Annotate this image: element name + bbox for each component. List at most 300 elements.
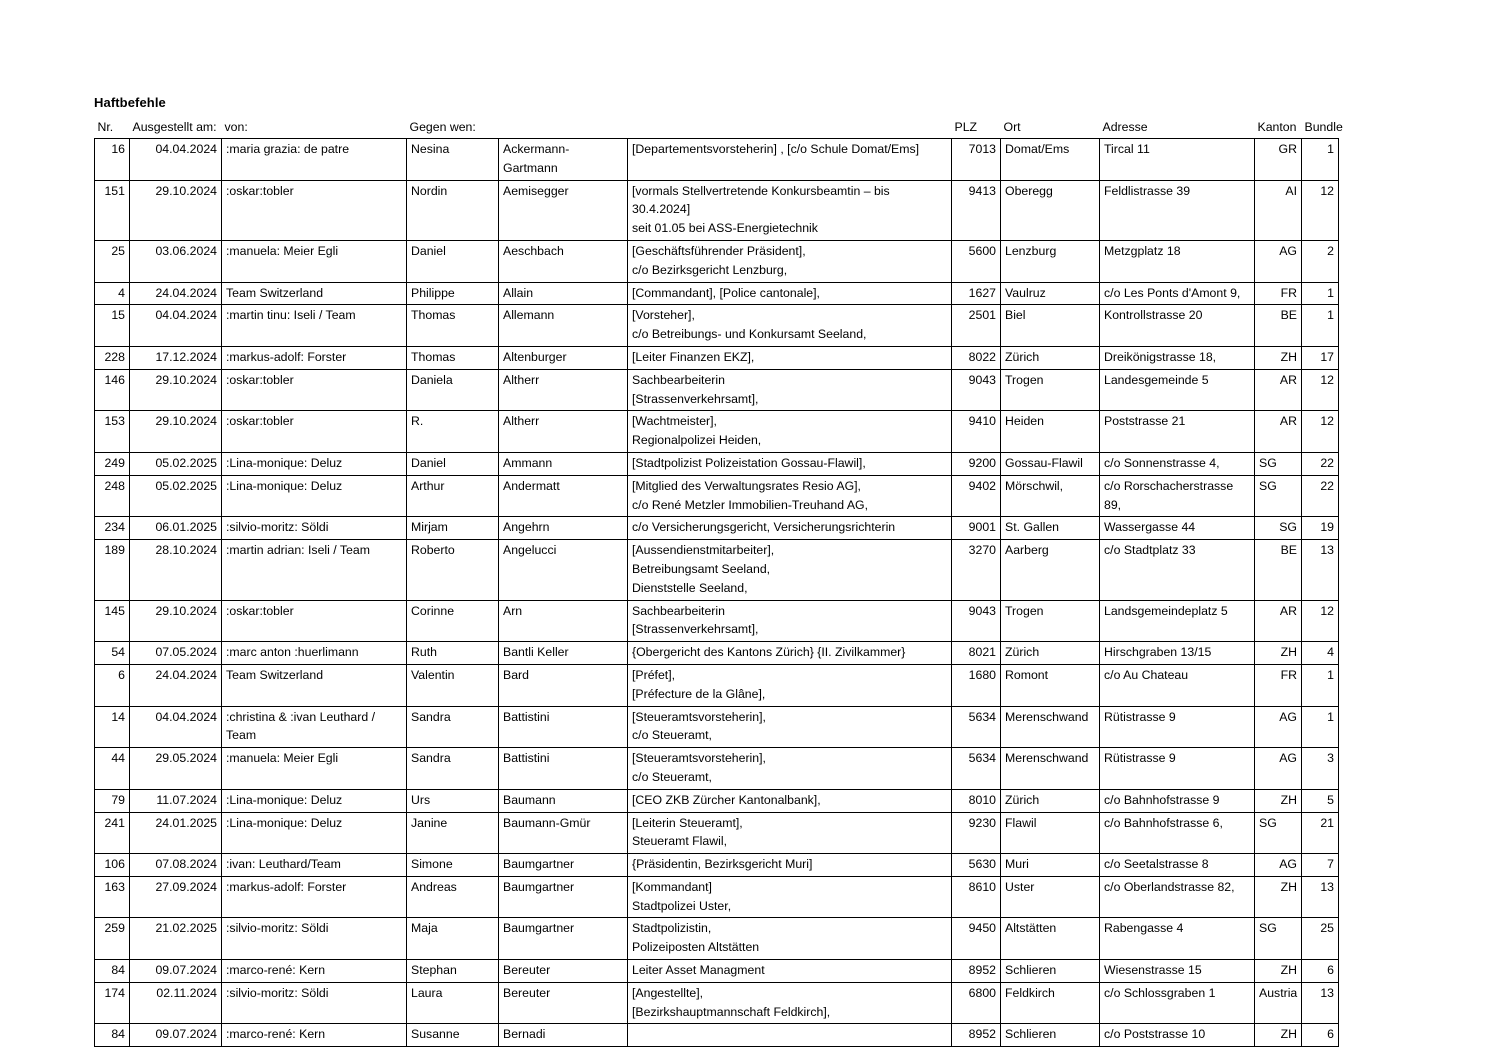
cell-last: Baumann: [499, 789, 628, 812]
cell-last: Baumgartner: [499, 876, 628, 918]
function-line: [CEO ZKB Zürcher Kantonalbank],: [632, 792, 821, 807]
cell-first: Mirjam: [407, 517, 499, 540]
cell-date: 17.12.2024: [130, 346, 222, 369]
cell-plz: 9450: [952, 918, 1001, 960]
function-line: [Departementsvorsteherin] , [c/o Schule Domat/Ems]: [632, 142, 920, 156]
cell-last: Bernadi: [499, 1024, 628, 1047]
cell-kanton: SG: [1255, 918, 1302, 960]
cell-von: :oskar:tobler: [222, 600, 407, 642]
cell-nr: 146: [95, 369, 130, 411]
function-line: [Leiterin Steueramt],: [632, 815, 743, 830]
cell-last: Angelucci: [499, 540, 628, 600]
cell-date: 21.02.2025: [130, 918, 222, 960]
cell-bundle: 6: [1302, 960, 1339, 983]
column-header-kanton: Kanton: [1257, 120, 1297, 134]
cell-ort: Uster: [1001, 876, 1100, 918]
cell-von: :Lina-monique: Deluz: [222, 452, 407, 475]
cell-bundle: 13: [1302, 540, 1339, 600]
cell-function: [628, 642, 952, 665]
column-header-function: [628, 119, 952, 139]
cell-nr: 228: [95, 346, 130, 369]
cell-adresse: c/o Schlossgraben 1: [1100, 982, 1255, 1024]
cell-adresse: Wassergasse 44: [1100, 517, 1255, 540]
table-row: [95, 960, 1339, 983]
cell-nr: 106: [95, 854, 130, 877]
cell-nr: 153: [95, 411, 130, 453]
column-header-adresse: Adresse: [1102, 120, 1148, 134]
cell-bundle: 5: [1302, 789, 1339, 812]
cell-date: 11.07.2024: [130, 789, 222, 812]
table-row: [95, 240, 1339, 282]
cell-kanton: AG: [1255, 748, 1302, 790]
cell-first: Sandra: [407, 706, 499, 748]
cell-plz: 8952: [952, 1024, 1001, 1047]
cell-nr: 163: [95, 876, 130, 918]
cell-date: 29.10.2024: [130, 600, 222, 642]
cell-von: Team Switzerland: [222, 664, 407, 706]
table-row: [95, 642, 1339, 665]
cell-ort: Oberegg: [1001, 180, 1100, 240]
cell-plz: 1627: [952, 282, 1001, 305]
cell-ort: Zürich: [1001, 789, 1100, 812]
cell-adresse: Metzgplatz 18: [1100, 240, 1255, 282]
cell-ort: Gossau-Flawil: [1001, 452, 1100, 475]
cell-von: :manuela: Meier Egli: [222, 748, 407, 790]
function-line: {Obergericht des Kantons Zürich} {II. Zivilkammer}: [632, 645, 906, 660]
cell-kanton: SG: [1255, 452, 1302, 475]
cell-von: :silvio-moritz: Söldi: [222, 982, 407, 1024]
column-header-gegen-wen: Gegen wen:: [409, 120, 476, 134]
column-header-lastname: [499, 119, 628, 139]
cell-first: Susanne: [407, 1024, 499, 1047]
cell-adresse: Hirschgraben 13/15: [1100, 642, 1255, 665]
cell-von: :Lina-monique: Deluz: [222, 475, 407, 517]
cell-function: [628, 706, 952, 748]
function-line: Sachbearbeiterin: [632, 603, 725, 618]
cell-kanton: ZH: [1255, 789, 1302, 812]
cell-plz: 6800: [952, 982, 1001, 1024]
cell-adresse: Poststrasse 21: [1100, 411, 1255, 453]
table-row: [95, 854, 1339, 877]
table-row: [95, 748, 1339, 790]
function-line: c/o Bezirksgericht Lenzburg,: [632, 262, 788, 277]
cell-ort: Trogen: [1001, 369, 1100, 411]
cell-adresse: Rabengasse 4: [1100, 918, 1255, 960]
cell-ort: Schlieren: [1001, 1024, 1100, 1047]
cell-function: [628, 475, 952, 517]
cell-kanton: AG: [1255, 706, 1302, 748]
cell-kanton: SG: [1255, 517, 1302, 540]
cell-first: Roberto: [407, 540, 499, 600]
cell-adresse: Wiesenstrasse 15: [1100, 960, 1255, 983]
cell-bundle: 21: [1302, 812, 1339, 854]
cell-bundle: 25: [1302, 918, 1339, 960]
function-line: [Bezirkshauptmannschaft Feldkirch],: [632, 1004, 831, 1019]
cell-kanton: AG: [1255, 240, 1302, 282]
cell-kanton: BE: [1255, 540, 1302, 600]
cell-ort: Merenschwand: [1001, 706, 1100, 748]
cell-date: 24.04.2024: [130, 282, 222, 305]
cell-function: [628, 812, 952, 854]
function-line: 30.4.2024]: [632, 202, 691, 217]
cell-date: 04.04.2024: [130, 706, 222, 748]
cell-kanton: ZH: [1255, 642, 1302, 665]
function-line: Dienststelle Seeland,: [632, 580, 748, 595]
cell-date: 03.06.2024: [130, 240, 222, 282]
cell-first: Daniel: [407, 240, 499, 282]
cell-nr: 174: [95, 982, 130, 1024]
function-line: c/o Steueramt,: [632, 769, 712, 784]
table-row: [95, 876, 1339, 918]
cell-kanton: AR: [1255, 411, 1302, 453]
cell-bundle: 1: [1302, 282, 1339, 305]
cell-nr: 4: [95, 282, 130, 305]
table-row: [95, 282, 1339, 305]
cell-von: :martin adrian: Iseli / Team: [222, 540, 407, 600]
cell-bundle: 12: [1302, 600, 1339, 642]
cell-ort: Schlieren: [1001, 960, 1100, 983]
cell-kanton: ZH: [1255, 346, 1302, 369]
cell-nr: 84: [95, 960, 130, 983]
cell-nr: 259: [95, 918, 130, 960]
cell-von: :christina & :ivan Leuthard / Team: [222, 706, 407, 748]
cell-nr: 241: [95, 812, 130, 854]
function-line: [Wachtmeister],: [632, 414, 717, 429]
function-line: c/o Steueramt,: [632, 728, 712, 743]
cell-nr: 14: [95, 706, 130, 748]
table-row: [95, 369, 1339, 411]
cell-function: [628, 600, 952, 642]
cell-ort: Vaulruz: [1001, 282, 1100, 305]
table-row: [95, 411, 1339, 453]
cell-bundle: 4: [1302, 642, 1339, 665]
cell-ort: St. Gallen: [1001, 517, 1100, 540]
function-line: Stadtpolizistin,: [632, 921, 712, 936]
function-line: [Stadtpolizist Polizeistation Gossau-Flawil],: [632, 455, 866, 470]
cell-nr: 44: [95, 748, 130, 790]
cell-kanton: AR: [1255, 600, 1302, 642]
cell-last: Angehrn: [499, 517, 628, 540]
cell-ort: Zürich: [1001, 346, 1100, 369]
cell-kanton: SG: [1255, 475, 1302, 517]
column-header-bundle: Bundle: [1304, 120, 1343, 134]
cell-bundle: 22: [1302, 475, 1339, 517]
cell-date: 28.10.2024: [130, 540, 222, 600]
cell-first: Simone: [407, 854, 499, 877]
table-row: [95, 452, 1339, 475]
cell-nr: 234: [95, 517, 130, 540]
cell-ort: Mörschwil,: [1001, 475, 1100, 517]
function-line: [Aussendienstmitarbeiter],: [632, 543, 775, 558]
table-row: [95, 812, 1339, 854]
cell-von: :markus-adolf: Forster: [222, 876, 407, 918]
table-row: [95, 517, 1339, 540]
cell-kanton: AG: [1255, 854, 1302, 877]
cell-ort: Aarberg: [1001, 540, 1100, 600]
cell-function: [628, 960, 952, 983]
cell-adresse: Rütistrasse 9: [1100, 748, 1255, 790]
cell-ort: Feldkirch: [1001, 982, 1100, 1024]
cell-plz: 5634: [952, 748, 1001, 790]
cell-nr: 25: [95, 240, 130, 282]
cell-adresse: c/o Poststrasse 10: [1100, 1024, 1255, 1047]
cell-function: [628, 282, 952, 305]
cell-von: :marco-rené: Kern: [222, 960, 407, 983]
cell-first: Urs: [407, 789, 499, 812]
cell-bundle: 12: [1302, 369, 1339, 411]
cell-ort: Heiden: [1001, 411, 1100, 453]
table-row: [95, 475, 1339, 517]
cell-last: Battistini: [499, 748, 628, 790]
cell-adresse: Kontrollstrasse 20: [1100, 305, 1255, 347]
cell-nr: 15: [95, 305, 130, 347]
cell-von: :silvio-moritz: Söldi: [222, 918, 407, 960]
cell-function: [628, 789, 952, 812]
cell-function: [628, 918, 952, 960]
cell-plz: 8610: [952, 876, 1001, 918]
cell-function: [628, 1024, 952, 1047]
cell-von: :oskar:tobler: [222, 369, 407, 411]
cell-ort: Flawil: [1001, 812, 1100, 854]
table-row: [95, 982, 1339, 1024]
cell-plz: 5600: [952, 240, 1001, 282]
cell-ort: Merenschwand: [1001, 748, 1100, 790]
cell-von: :silvio-moritz: Söldi: [222, 517, 407, 540]
function-line: [Commandant], [Police cantonale],: [632, 285, 820, 300]
function-line: Stadtpolizei Uster,: [632, 898, 732, 913]
function-line: [Steueramtsvorsteherin],: [632, 751, 766, 766]
cell-plz: 7013: [952, 139, 1001, 181]
cell-function: [628, 139, 952, 181]
cell-date: 07.05.2024: [130, 642, 222, 665]
cell-last: Bantli Keller: [499, 642, 628, 665]
header-row: [95, 119, 1339, 139]
cell-plz: 8022: [952, 346, 1001, 369]
cell-von: :markus-adolf: Forster: [222, 346, 407, 369]
cell-ort: Romont: [1001, 664, 1100, 706]
function-line: [Steueramtsvorsteherin],: [632, 709, 766, 724]
cell-von: :maria grazia: de patre: [222, 139, 407, 181]
cell-date: 04.04.2024: [130, 305, 222, 347]
cell-nr: 79: [95, 789, 130, 812]
cell-last: Aeschbach: [499, 240, 628, 282]
table-row: [95, 346, 1339, 369]
cell-von: :marco-rené: Kern: [222, 1024, 407, 1047]
cell-last: Ackermann-Gartmann: [499, 139, 628, 181]
function-line: [Préfecture de la Glâne],: [632, 686, 766, 701]
function-line: c/o Versicherungsgericht, Versicherungsrichterin: [632, 520, 896, 535]
table-header: [95, 119, 1343, 139]
function-line: Sachbearbeiterin: [632, 372, 725, 387]
function-line: [Angestellte],: [632, 985, 704, 1000]
cell-adresse: Dreikönigstrasse 18,: [1100, 346, 1255, 369]
cell-kanton: FR: [1255, 664, 1302, 706]
cell-nr: 189: [95, 540, 130, 600]
cell-bundle: 12: [1302, 411, 1339, 453]
function-line: [Mitglied des Verwaltungsrates Resio AG],: [632, 478, 861, 493]
cell-bundle: 22: [1302, 452, 1339, 475]
cell-adresse: Feldlistrasse 39: [1100, 180, 1255, 240]
cell-bundle: 1: [1302, 664, 1339, 706]
table-row: [95, 540, 1339, 600]
cell-nr: 249: [95, 452, 130, 475]
cell-bundle: 1: [1302, 706, 1339, 748]
cell-ort: Muri: [1001, 854, 1100, 877]
cell-last: Altherr: [499, 411, 628, 453]
table-row: [95, 180, 1339, 240]
cell-adresse: Rütistrasse 9: [1100, 706, 1255, 748]
function-line: Polizeiposten Altstätten: [632, 940, 760, 955]
cell-bundle: 7: [1302, 854, 1339, 877]
cell-function: [628, 982, 952, 1024]
cell-kanton: GR: [1255, 139, 1302, 181]
cell-last: Aemisegger: [499, 180, 628, 240]
cell-plz: 8010: [952, 789, 1001, 812]
cell-von: :oskar:tobler: [222, 180, 407, 240]
table-body: [95, 139, 1339, 1047]
cell-first: Thomas: [407, 305, 499, 347]
cell-nr: 151: [95, 180, 130, 240]
cell-function: [628, 346, 952, 369]
cell-date: 29.10.2024: [130, 411, 222, 453]
cell-first: Andreas: [407, 876, 499, 918]
cell-plz: 9410: [952, 411, 1001, 453]
cell-plz: 9402: [952, 475, 1001, 517]
cell-adresse: c/o Sonnenstrasse 4,: [1100, 452, 1255, 475]
cell-first: Daniel: [407, 452, 499, 475]
cell-plz: 9413: [952, 180, 1001, 240]
cell-first: Maja: [407, 918, 499, 960]
cell-kanton: SG: [1255, 812, 1302, 854]
cell-date: 05.02.2025: [130, 475, 222, 517]
function-line: {Präsidentin, Bezirksgericht Muri]: [632, 857, 813, 872]
cell-last: Arn: [499, 600, 628, 642]
cell-date: 02.11.2024: [130, 982, 222, 1024]
cell-von: :marc anton :huerlimann: [222, 642, 407, 665]
cell-first: Nesina: [407, 139, 499, 181]
column-header-plz: PLZ: [954, 120, 978, 134]
cell-date: 24.04.2024: [130, 664, 222, 706]
cell-nr: 54: [95, 642, 130, 665]
cell-date: 05.02.2025: [130, 452, 222, 475]
function-line: [Leiter Finanzen EKZ],: [632, 349, 755, 364]
cell-adresse: c/o Seetalstrasse 8: [1100, 854, 1255, 877]
cell-first: Corinne: [407, 600, 499, 642]
function-line: seit 01.05 bei ASS-Energietechnik: [632, 221, 818, 236]
cell-kanton: ZH: [1255, 876, 1302, 918]
cell-adresse: c/o Au Chateau: [1100, 664, 1255, 706]
cell-date: 09.07.2024: [130, 1024, 222, 1047]
table-row: [95, 305, 1339, 347]
column-header-von: von:: [224, 120, 248, 134]
cell-function: [628, 517, 952, 540]
cell-adresse: c/o Stadtplatz 33: [1100, 540, 1255, 600]
cell-bundle: 1: [1302, 139, 1339, 181]
cell-first: Valentin: [407, 664, 499, 706]
cell-ort: Biel: [1001, 305, 1100, 347]
cell-von: :manuela: Meier Egli: [222, 240, 407, 282]
cell-function: [628, 180, 952, 240]
cell-first: R.: [407, 411, 499, 453]
cell-function: [628, 411, 952, 453]
cell-date: 29.05.2024: [130, 748, 222, 790]
cell-plz: 9001: [952, 517, 1001, 540]
cell-plz: 9230: [952, 812, 1001, 854]
function-line: Regionalpolizei Heiden,: [632, 433, 762, 448]
cell-function: [628, 540, 952, 600]
table-row: [95, 139, 1339, 181]
cell-last: Baumgartner: [499, 854, 628, 877]
cell-last: Altenburger: [499, 346, 628, 369]
cell-ort: Altstätten: [1001, 918, 1100, 960]
cell-bundle: 2: [1302, 240, 1339, 282]
cell-first: Thomas: [407, 346, 499, 369]
function-line: c/o René Metzler Immobilien-Treuhand AG,: [632, 497, 869, 512]
cell-last: Ammann: [499, 452, 628, 475]
cell-kanton: ZH: [1255, 960, 1302, 983]
cell-adresse: Landesgemeinde 5: [1100, 369, 1255, 411]
cell-bundle: 3: [1302, 748, 1339, 790]
table-row: [95, 664, 1339, 706]
cell-function: [628, 305, 952, 347]
cell-bundle: 19: [1302, 517, 1339, 540]
cell-ort: Zürich: [1001, 642, 1100, 665]
cell-bundle: 13: [1302, 982, 1339, 1024]
table-row: [95, 1024, 1339, 1047]
cell-adresse: c/o Les Ponts d'Amont 9,: [1100, 282, 1255, 305]
cell-last: Battistini: [499, 706, 628, 748]
cell-adresse: c/o Oberlandstrasse 82,: [1100, 876, 1255, 918]
cell-ort: Domat/Ems: [1001, 139, 1100, 181]
cell-function: [628, 452, 952, 475]
cell-von: :oskar:tobler: [222, 411, 407, 453]
page-title: Haftbefehle: [94, 95, 166, 110]
cell-von: :Lina-monique: Deluz: [222, 789, 407, 812]
cell-last: Andermatt: [499, 475, 628, 517]
function-line: [Geschäftsführender Präsident],: [632, 243, 806, 258]
cell-plz: 5630: [952, 854, 1001, 877]
cell-bundle: 6: [1302, 1024, 1339, 1047]
cell-last: Allain: [499, 282, 628, 305]
table-row: [95, 706, 1339, 748]
cell-first: Janine: [407, 812, 499, 854]
cell-date: 29.10.2024: [130, 369, 222, 411]
cell-function: [628, 876, 952, 918]
cell-first: Ruth: [407, 642, 499, 665]
cell-adresse: Tircal 11: [1100, 139, 1255, 181]
function-line: Leiter Asset Managment: [632, 963, 765, 978]
cell-plz: 1680: [952, 664, 1001, 706]
cell-bundle: 1: [1302, 305, 1339, 347]
function-line: [vormals Stellvertretende Konkursbeamtin – bis: [632, 183, 890, 198]
cell-last: Baumann-Gmür: [499, 812, 628, 854]
cell-kanton: AR: [1255, 369, 1302, 411]
cell-bundle: 12: [1302, 180, 1339, 240]
cell-plz: 5634: [952, 706, 1001, 748]
cell-plz: 8952: [952, 960, 1001, 983]
function-line: c/o Betreibungs- und Konkursamt Seeland,: [632, 327, 867, 342]
cell-plz: 2501: [952, 305, 1001, 347]
cell-adresse: Landsgemeindeplatz 5: [1100, 600, 1255, 642]
haftbefehle-table: [94, 119, 1343, 1047]
cell-date: 06.01.2025: [130, 517, 222, 540]
cell-nr: 145: [95, 600, 130, 642]
cell-nr: 248: [95, 475, 130, 517]
column-header-ort: Ort: [1003, 120, 1021, 134]
table-row: [95, 789, 1339, 812]
cell-date: 09.07.2024: [130, 960, 222, 983]
cell-first: Philippe: [407, 282, 499, 305]
